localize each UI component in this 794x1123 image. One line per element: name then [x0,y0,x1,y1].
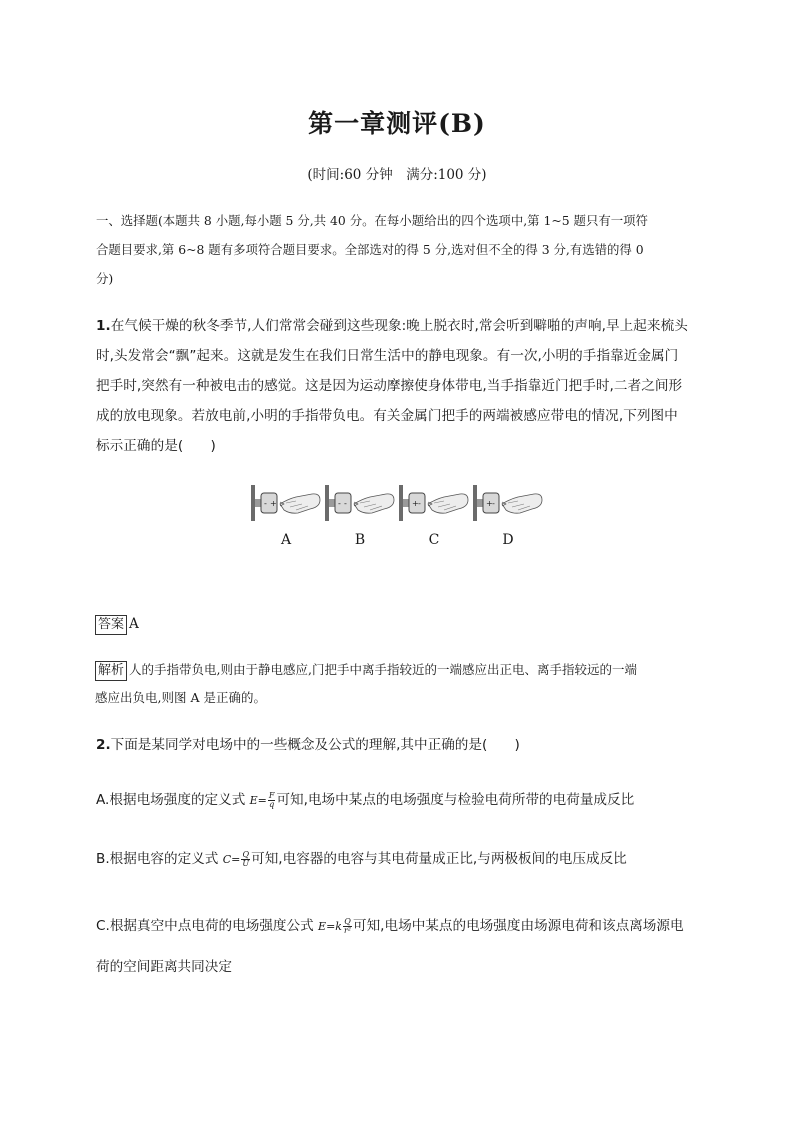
door-handle-hand-illustration [472,483,544,525]
option-prefix: C.根据真空中点电荷的电场强度公式 [96,918,319,934]
instruction-line: 分) [96,271,114,286]
fraction-denominator: r² [343,925,351,935]
option-b [96,846,716,873]
figure-option-d [472,483,544,525]
near-charge-label: - [338,499,341,508]
option-line [96,906,716,947]
figure-option-c [398,483,470,525]
door-handle-hand-illustration [398,483,470,525]
formula-fraction [343,918,352,935]
option-text: 可知,电场中某点的电场强度与检验电荷所带的电荷量成反比 [276,792,635,808]
analysis-tag: 解析 [95,661,127,681]
option-line: 荷的空间距离共同决定 [96,959,232,975]
answer-block [95,614,139,635]
question-line: 成的放电现象。若放电前,小明的手指带负电。有关金属门把手的两端被感应带电的情况,下列图中 [96,408,678,424]
instruction-line: 合题目要求,第 6~8 题有多项符合题目要求。全部选对的得 5 分,选对但不全的得 3 分,有选错的得 0 [96,242,644,257]
question-number: 2. [96,737,111,753]
figure-label-b: B [354,532,366,548]
q1-figure [250,483,550,558]
question-text: 在气候干燥的秋冬季节,人们常常会碰到这些现象:晚上脱衣时,常会听到噼啪的声响,早上起来梳头 [110,318,688,334]
section-instructions [96,206,704,293]
fraction-numerator: Q [242,849,250,859]
question-line [96,311,706,341]
fraction-denominator: q [269,799,275,809]
fraction-numerator: F [268,790,275,800]
figure-option-b [324,483,396,525]
formula-fraction [268,792,276,809]
option-prefix: A.根据电场强度的定义式 [96,792,250,808]
figure-label-a: A [280,532,292,548]
fraction-numerator: Q [344,916,351,926]
option-c [96,906,716,988]
fraction-denominator: U [242,858,250,868]
figure-label-c: C [428,532,440,548]
answer-tag: 答案 [95,615,127,635]
analysis-line [95,656,709,684]
question-2 [96,732,706,758]
page-title: 第一章测评(B) [308,109,486,138]
question-number: 1. [96,318,111,334]
formula-fraction [241,851,250,868]
formula-lhs: E=k [318,920,342,933]
question-1 [96,311,706,461]
figure-label-d: D [502,532,514,548]
analysis-block [95,656,709,712]
far-charge-label: + [270,499,277,508]
door-handle-hand-illustration [250,483,322,525]
option-prefix: B.根据电容的定义式 [96,851,223,867]
analysis-text: 人的手指带负电,则由于静电感应,门把手中离手指较近的一端感应出正电、离手指较远的一端 [129,662,637,677]
door-handle-hand-illustration [324,483,396,525]
near-charge-label: - [264,499,267,508]
question-line: 标示正确的是( ) [96,438,216,454]
question-line: 时,头发常会“飘”起来。这就是发生在我们日常生活中的静电现象。有一次,小明的手指靠近金属门 [96,348,679,364]
formula-lhs: C= [222,853,241,866]
analysis-line: 感应出负电,则图 A 是正确的。 [95,690,266,705]
option-text: 可知,电容器的电容与其电荷量成正比,与两极板间的电压成反比 [251,851,627,867]
exam-info: (时间:60 分钟 满分:100 分) [307,167,487,183]
option-a [96,787,716,814]
far-charge-label: - [492,499,495,508]
option-text: 可知,电场中某点的电场强度由场源电荷和该点离场源电 [353,918,684,934]
far-charge-label: - [418,499,421,508]
question-text: 下面是某同学对电场中的一些概念及公式的理解,其中正确的是( ) [110,737,520,753]
formula-lhs: E= [249,794,267,807]
figure-option-a [250,483,322,525]
answer-value: A [129,616,139,632]
near-charge-label: + [486,499,493,508]
question-line: 把手时,突然有一种被电击的感觉。这是因为运动摩擦使身体带电,当手指靠近门把手时,二者之间形 [96,378,683,394]
instruction-line: 一、选择题(本题共 8 小题,每小题 5 分,共 40 分。在每小题给出的四个选项中,第 1~5 题只有一项符 [96,213,648,228]
near-charge-label: + [412,499,419,508]
far-charge-label: - [344,499,347,508]
